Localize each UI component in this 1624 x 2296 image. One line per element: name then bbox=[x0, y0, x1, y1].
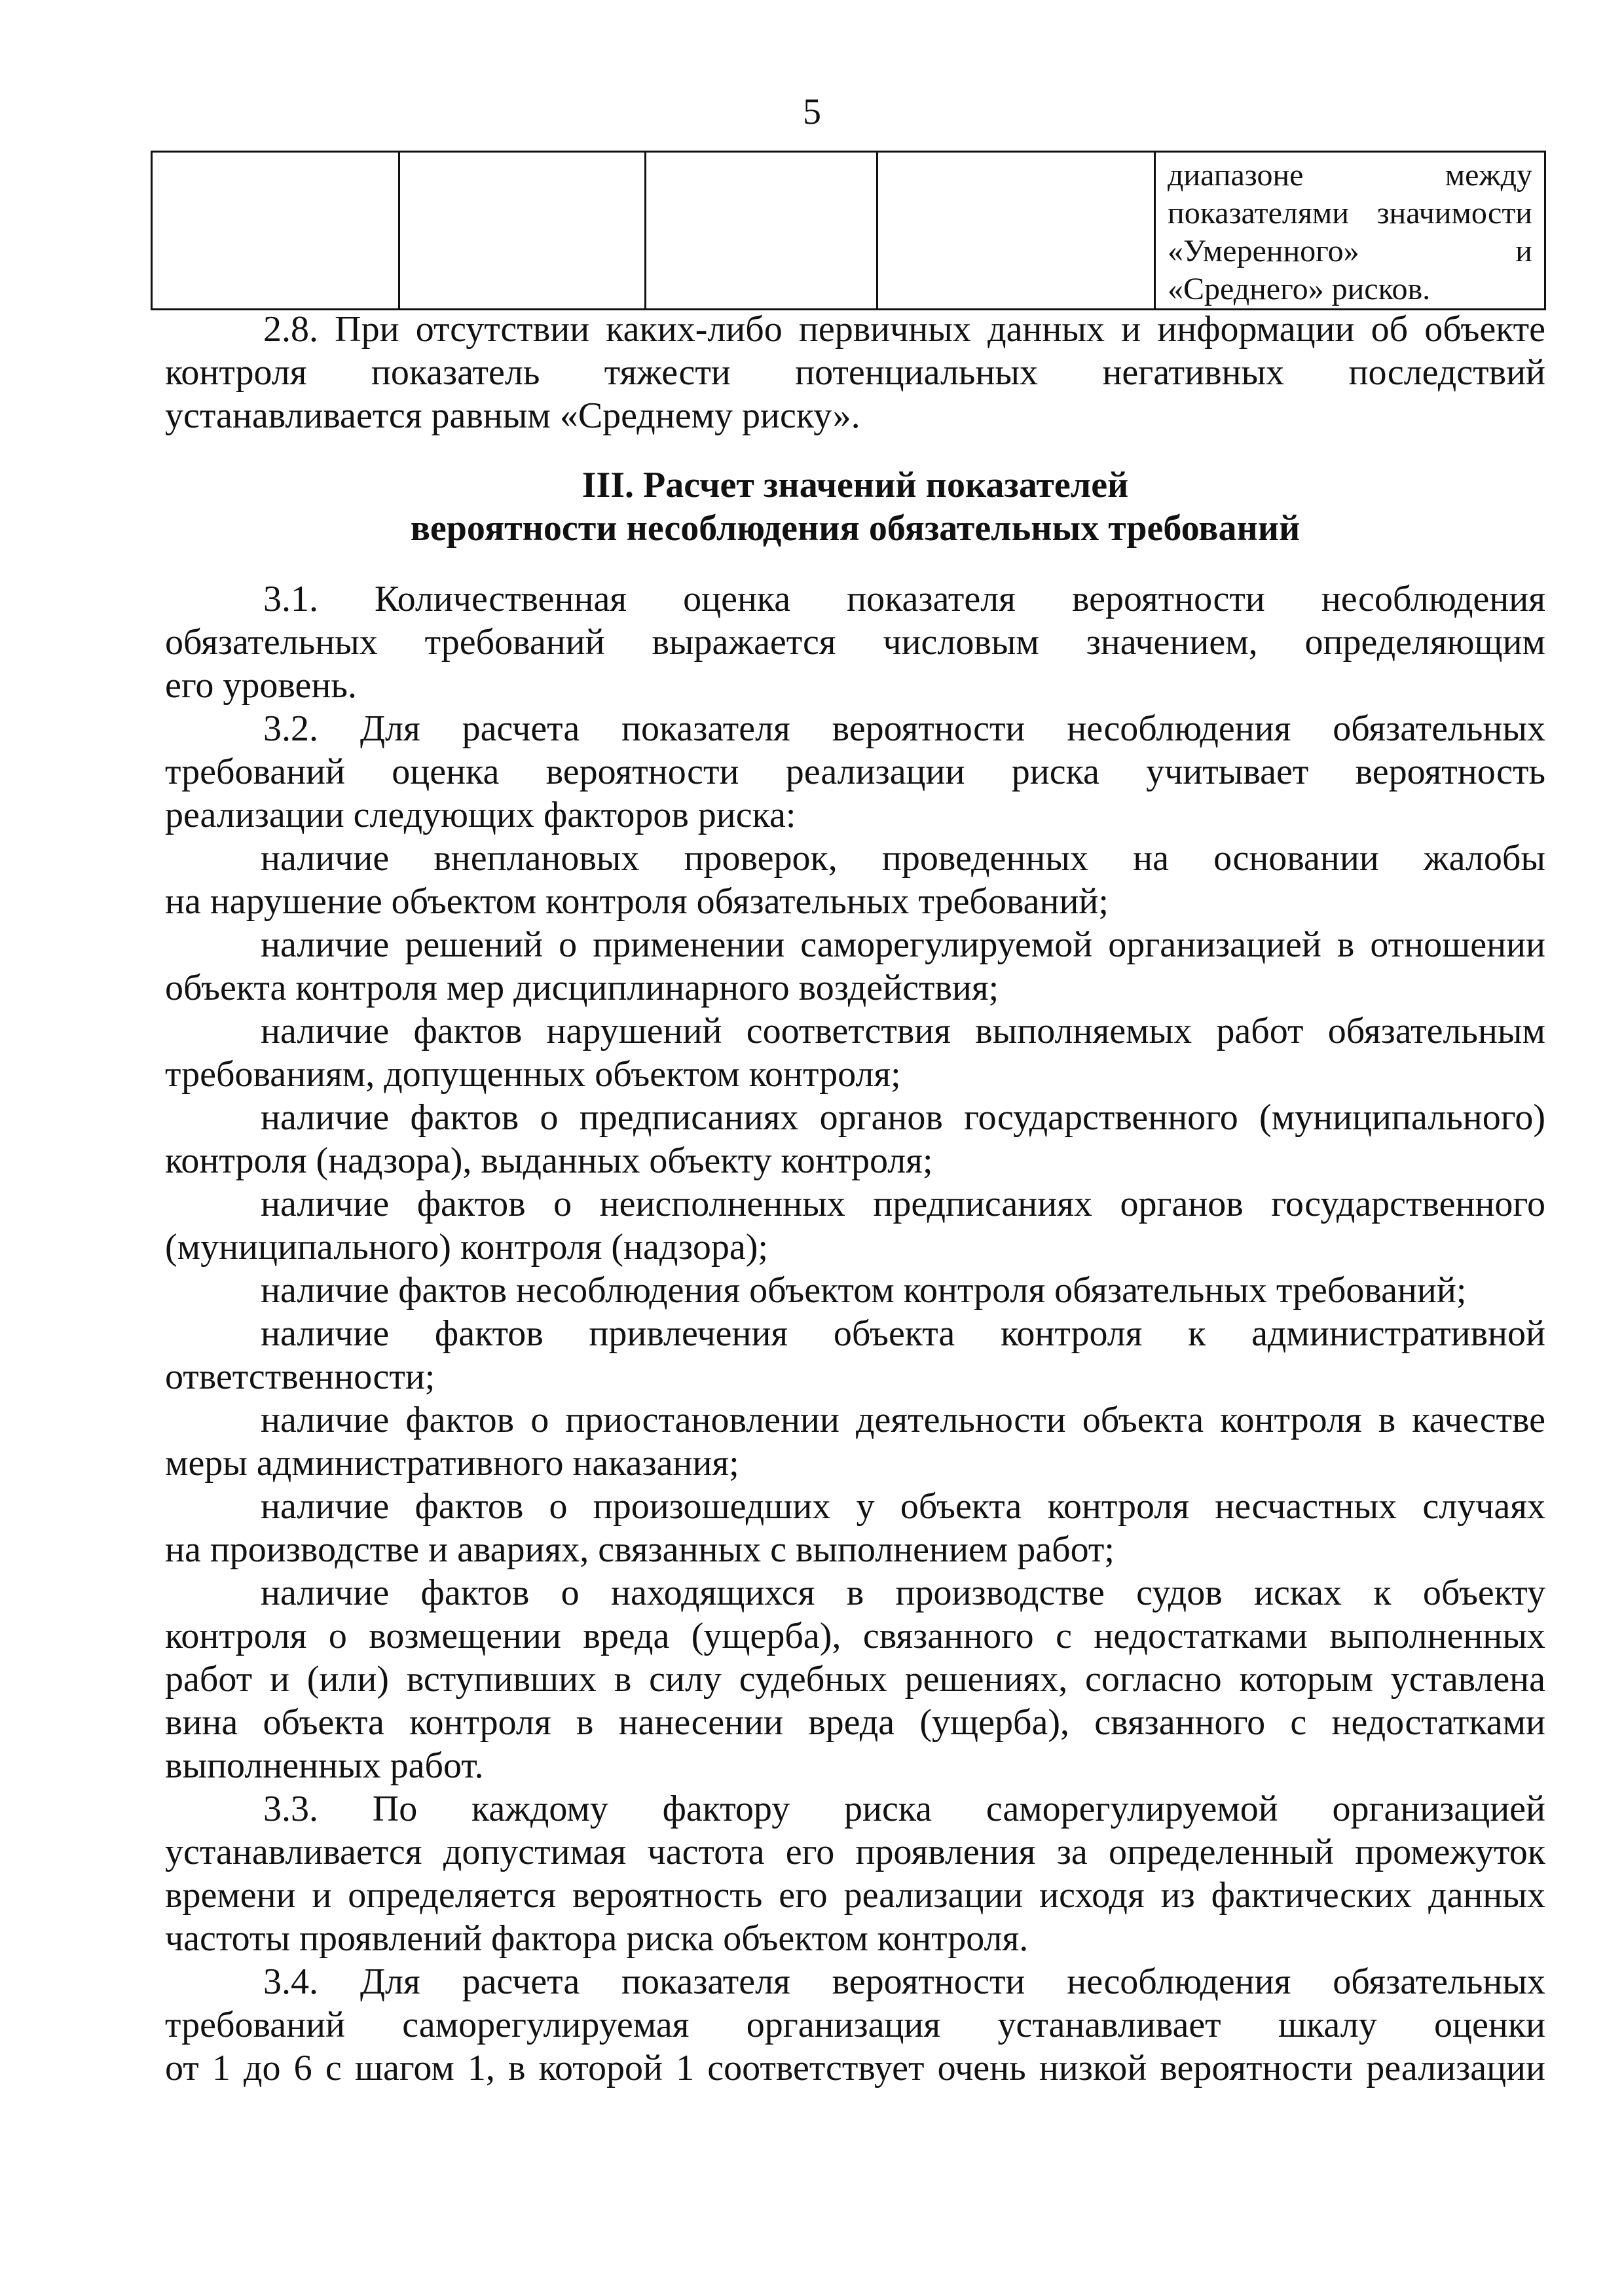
continued-table bbox=[151, 151, 1546, 310]
text-line: 3.2. Для расчета показателя вероятности несоблюдения обязательных bbox=[263, 708, 1545, 749]
text-line: (муниципального) контроля (надзора); bbox=[165, 1227, 768, 1267]
text-line: от 1 до 6 с шагом 1, в которой 1 соответствует очень низкой вероятности реализации bbox=[165, 2048, 1545, 2088]
text-line: наличие фактов о находящихся в производстве судов исках к объекту bbox=[261, 1573, 1545, 1613]
section-heading-line-1: III. Расчет значений показателей bbox=[581, 465, 1129, 505]
text-line: меры административного наказания; bbox=[165, 1443, 739, 1484]
text-line: на нарушение объектом контроля обязательных требований; bbox=[165, 881, 1109, 922]
text-line: наличие фактов о неисполненных предписаниях органов государственного bbox=[261, 1184, 1545, 1224]
risk-factor-4 bbox=[165, 1096, 1545, 1182]
text-line: реализации следующих факторов риска: bbox=[165, 795, 796, 835]
text-line: его уровень. bbox=[165, 665, 357, 706]
text-line: наличие фактов о предписаниях органов государственного (муниципального) bbox=[261, 1097, 1545, 1138]
text-line: наличие внеплановых проверок, проведенных на основании жалобы bbox=[261, 838, 1545, 879]
risk-factor-10 bbox=[165, 1571, 1545, 1787]
text-line: 2.8. При отсутствии каких-либо первичных данных и информации об объекте bbox=[263, 309, 1545, 350]
table-cell-empty-1 bbox=[152, 152, 399, 310]
text-line: контроля показатель тяжести потенциальных негативных последствий bbox=[165, 352, 1545, 393]
text-line: вина объекта контроля в нанесении вреда (ущерба), связанного с недостатками bbox=[165, 1702, 1545, 1743]
body-text bbox=[165, 308, 1545, 2090]
text-line: требованиям, допущенных объектом контроля; bbox=[165, 1054, 901, 1095]
text-line: контроля о возмещении вреда (ущерба), связанного с недостатками выполненных bbox=[165, 1616, 1545, 1656]
text-line: наличие фактов о произошедших у объекта контроля несчастных случаях bbox=[261, 1486, 1545, 1527]
text-line: обязательных требований выражается числовым значением, определяющим bbox=[165, 622, 1545, 663]
text-line: работ и (или) вступивших в силу судебных решениях, согласно которым уставлена bbox=[165, 1659, 1545, 1700]
text-line: наличие фактов нарушений соответствия выполняемых работ обязательным bbox=[261, 1011, 1545, 1051]
section-heading-line-2: вероятности несоблюдения обязательных требований bbox=[410, 508, 1301, 549]
text-line: объекта контроля мер дисциплинарного воздействия; bbox=[165, 968, 999, 1008]
page-number: 5 bbox=[803, 92, 821, 132]
text-line: наличие фактов о приостановлении деятельности объекта контроля в качестве bbox=[261, 1400, 1545, 1440]
paragraph-3-3 bbox=[165, 1787, 1545, 1960]
cell-line: «Умеренного» и bbox=[1168, 234, 1532, 268]
table-cell-text bbox=[1155, 152, 1545, 310]
table-cell-empty-3 bbox=[646, 152, 877, 310]
risk-factor-6 bbox=[165, 1269, 1545, 1312]
risk-factor-5 bbox=[165, 1182, 1545, 1269]
text-line: требований саморегулируемая организация устанавливает шкалу оценки bbox=[165, 2005, 1545, 2045]
risk-factor-7 bbox=[165, 1312, 1545, 1398]
text-line: 3.3. По каждому фактору риска саморегулируемой организацией bbox=[263, 1789, 1545, 1829]
cell-line: показателями значимости bbox=[1168, 196, 1532, 230]
text-line: устанавливается допустимая частота его проявления за определенный промежуток bbox=[165, 1832, 1545, 1872]
text-line: 3.1. Количественная оценка показателя вероятности несоблюдения bbox=[263, 579, 1545, 619]
text-line: 3.4. Для расчета показателя вероятности несоблюдения обязательных bbox=[263, 1961, 1545, 2002]
cell-line: диапазоне между bbox=[1168, 158, 1532, 192]
text-line: выполненных работ. bbox=[165, 1745, 484, 1786]
text-line: частоты проявлений фактора риска объектом контроля. bbox=[165, 1918, 1029, 1959]
paragraph-3-1 bbox=[165, 577, 1545, 707]
risk-factor-2 bbox=[165, 923, 1545, 1010]
text-line: контроля (надзора), выданных объекту контроля; bbox=[165, 1140, 933, 1181]
paragraph-2-8 bbox=[165, 308, 1545, 437]
risk-factor-1 bbox=[165, 837, 1545, 923]
paragraph-3-2 bbox=[165, 707, 1545, 837]
table-cell-empty-2 bbox=[399, 152, 646, 310]
text-line: ответственности; bbox=[165, 1357, 435, 1397]
risk-factor-8 bbox=[165, 1398, 1545, 1485]
risk-factor-9 bbox=[165, 1485, 1545, 1571]
paragraph-3-4 bbox=[165, 1960, 1545, 2090]
text-line: наличие фактов привлечения объекта контроля к административной bbox=[261, 1313, 1545, 1354]
text-line: времени и определяется вероятность его реализации исходя из фактических данных bbox=[165, 1875, 1545, 1916]
table-cell-empty-4 bbox=[877, 152, 1155, 310]
section-heading bbox=[165, 464, 1545, 550]
text-line: на производстве и авариях, связанных с выполнением работ; bbox=[165, 1529, 1115, 1570]
table-row bbox=[152, 152, 1545, 310]
text-line: наличие фактов несоблюдения объектом контроля обязательных требований; bbox=[261, 1270, 1467, 1311]
text-line: требований оценка вероятности реализации риска учитывает вероятность bbox=[165, 752, 1545, 792]
risk-factor-3 bbox=[165, 1010, 1545, 1096]
text-line: устанавливается равным «Среднему риску». bbox=[165, 395, 860, 436]
text-line: наличие решений о применении саморегулируемой организацией в отношении bbox=[261, 924, 1545, 965]
cell-line: «Среднего» рисков. bbox=[1168, 272, 1431, 306]
